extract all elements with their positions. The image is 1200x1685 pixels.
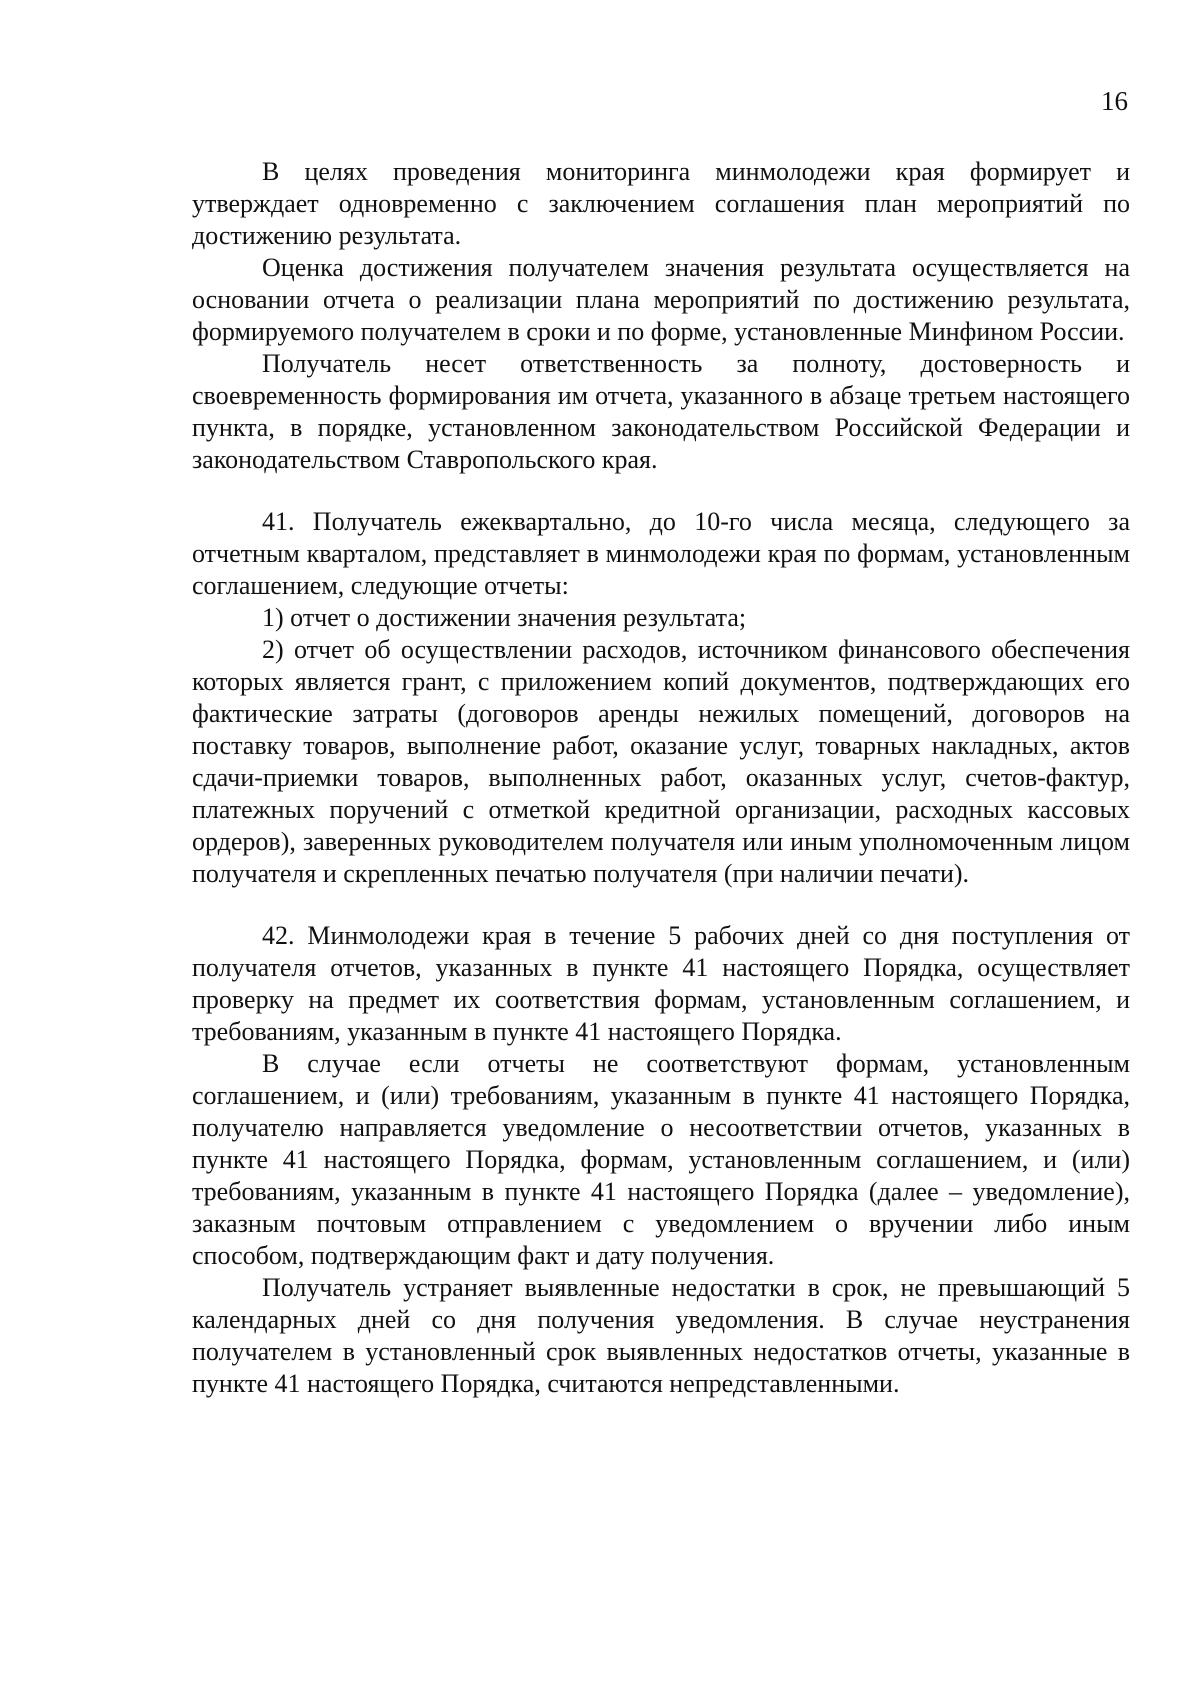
page-number: 16 [1101,86,1128,116]
document-body [192,156,1130,1400]
paragraph-item-41-subitem-1: 1) отчет о достижении значения результата; [262,603,747,632]
paragraph-recipient-responsibility: Получатель несет ответственность за полноту, достоверность и своевременность формирования им отчета, указанного в абзаце третьем настоящего пункта, в порядке, установленном законодательством Российской Федерации и законодательством Ставропольского края. [192,349,1130,474]
paragraph-item-42: 42. Минмолодежи края в течение 5 рабочих дней со дня поступления от получателя отчетов, указанных в пункте 41 настоящего Порядка, осуществляет проверку на предмет их соответствия формам, установленным соглашением, и требованиям, указанным в пункте 41 настоящего Порядка. [192,921,1130,1046]
paragraph-item-41-subitem-2: 2) отчет об осуществлении расходов, источником финансового обеспечения которых является грант, с приложением копий документов, подтверждающих его фактические затраты (договоров аренды нежилых помещений, договоров на поставку товаров, выполнение работ, оказание услуг, товарных накладных, актов сдачи-приемки товаров, выполненных работ, оказанных услуг, счетов-фактур, платежных поручений с отметкой кредитной организации, расходных кассовых ордеров), заверенных руководителем получателя или иным уполномоченным лицом получателя и скрепленных печатью получателя (при наличии печати). [192,635,1130,888]
paragraph-monitoring-plan: В целях проведения мониторинга минмолодежи края формирует и утверждает одновременно с заключением соглашения план мероприятий по достижению результата. [192,157,1130,250]
paragraph-item-42-nonconformity: В случае если отчеты не соответствуют формам, установленным соглашением, и (или) требованиям, указанным в пункте 41 настоящего Порядка, получателю направляется уведомление о несоответствии отчетов, указанных в пункте 41 настоящего Порядка, формам, установленным соглашением, и (или) требованиям, указанным в пункте 41 настоящего Порядка (далее – уведомление), заказным почтовым отправлением с уведомлением о вручении либо иным способом, подтверждающим факт и дату получения. [192,1049,1130,1270]
paragraph-item-42-correction: Получатель устраняет выявленные недостатки в срок, не превышающий 5 календарных дней со дня получения уведомления. В случае неустранения получателем в установленный срок выявленных недостатков отчеты, указанные в пункте 41 настоящего Порядка, считаются непредставленными. [192,1273,1130,1398]
paragraph-result-assessment: Оценка достижения получателем значения результата осуществляется на основании отчета о реализации плана мероприятий по достижению результата, формируемого получателем в сроки и по форме, установленные Минфином России. [192,253,1130,346]
paragraph-item-41: 41. Получатель ежеквартально, до 10-го числа месяца, следующего за отчетным кварталом, представляет в минмолодежи края по формам, установленным соглашением, следующие отчеты: [192,507,1130,600]
